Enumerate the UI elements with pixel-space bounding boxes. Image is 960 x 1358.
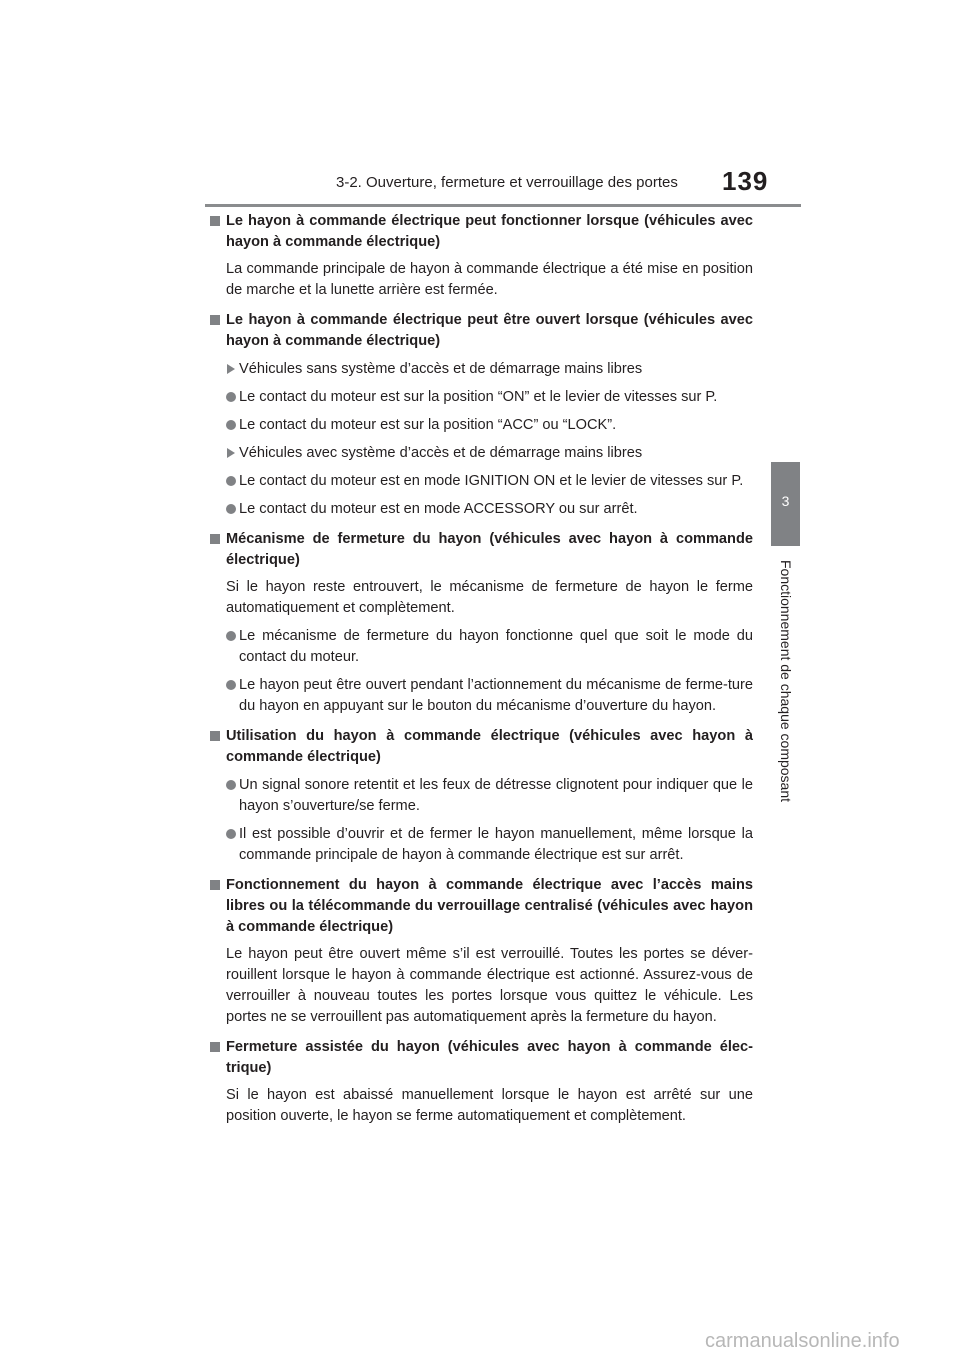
round-bullet-icon [226,392,236,402]
round-bullet-icon [226,504,236,514]
round-bullet-icon [226,680,236,690]
square-bullet-icon [210,880,220,890]
bullet-item: Le contact du moteur est en mode ACCESSORY ou sur arrêt. [226,499,753,520]
section-paragraph: Si le hayon est abaissé manuellement lorsque le hayon est arrêté sur une position ouverte, le hayon se ferme automatiquement et complètement. [226,1087,753,1124]
bullet-item: Le contact du moteur est en mode IGNITION ON et le levier de vitesses sur P. [226,471,753,492]
page-number: 139 [722,166,769,196]
section-heading: Mécanisme de fermeture du hayon (véhicules avec hayon à commande électrique) [226,531,753,568]
square-bullet-icon [210,1042,220,1052]
condition-heading: Véhicules avec système d’accès et de démarrage mains libres [226,443,753,464]
bullet-item: Le hayon peut être ouvert pendant l’actionnement du mécanisme de ferme-ture du hayon en appuyant sur le bouton du mécanisme d’ouverture du hayon. [226,675,753,717]
chapter-title: Fonctionnement de chaque composant [778,559,795,803]
square-bullet-icon [210,315,220,325]
square-bullet-icon [210,731,220,741]
section-usage [210,726,753,866]
condition-heading: Véhicules sans système d’accès et de démarrage mains libres [226,359,753,380]
square-bullet-icon [210,534,220,544]
round-bullet-icon [226,631,236,641]
section-assisted-closing [210,1037,753,1127]
section-power-tailgate-opens [210,310,753,520]
section-hands-free-remote [210,875,753,1028]
chapter-tab: 3 [771,462,800,546]
section-heading: Utilisation du hayon à commande électrique (véhicules avec hayon à commande électrique) [226,728,753,765]
bullet-item: Un signal sonore retentit et les feux de détresse clignotent pour indiquer que le hayon s’ouverture/se ferme. [226,775,753,817]
page-content [210,211,753,1127]
bullet-item: Le contact du moteur est sur la position “ON” et le levier de vitesses sur P. [226,387,753,408]
section-paragraph: Le hayon peut être ouvert même s’il est verrouillé. Toutes les portes se déver-rouillent lorsque le hayon à commande électrique est actionné. Assurez-vous de verrouiller à nouveau toutes les portes lorsque vous quittez le véhicule. Les portes ne se verrouillent pas automatiquement après la fermeture du hayon. [226,946,753,1025]
triangle-arrow-icon [227,448,235,458]
section-closing-mechanism [210,529,753,717]
watermark: carmanualsonline.info [705,1330,900,1352]
header-divider [205,204,801,207]
section-heading: Fonctionnement du hayon à commande électrique avec l’accès mains libres ou la télécommande du verrouillage centralisé (véhicules avec hayon à commande électrique) [226,877,753,935]
round-bullet-icon [226,476,236,486]
round-bullet-icon [226,420,236,430]
section-paragraph: Si le hayon reste entrouvert, le mécanisme de fermeture de hayon le ferme automatiquement et complètement. [226,579,753,616]
section-power-tailgate-operates [210,211,753,301]
section-paragraph: La commande principale de hayon à commande électrique a été mise en position de marche et la lunette arrière est fermée. [226,261,753,298]
section-heading: Le hayon à commande électrique peut fonctionner lorsque (véhicules avec hayon à commande électrique) [226,213,753,250]
triangle-arrow-icon [227,364,235,374]
section-heading: Le hayon à commande électrique peut être ouvert lorsque (véhicules avec hayon à commande électrique) [226,312,753,349]
round-bullet-icon [226,829,236,839]
bullet-item: Le contact du moteur est sur la position “ACC” ou “LOCK”. [226,415,753,436]
square-bullet-icon [210,216,220,226]
bullet-item: Il est possible d’ouvrir et de fermer le hayon manuellement, même lorsque la commande principale de hayon à commande électrique est sur arrêt. [226,824,753,866]
bullet-item: Le mécanisme de fermeture du hayon fonctionne quel que soit le mode du contact du moteur. [226,626,753,668]
round-bullet-icon [226,780,236,790]
section-title: 3-2. Ouverture, fermeture et verrouillage des portes [336,174,678,191]
chapter-side-label [770,553,802,809]
section-heading: Fermeture assistée du hayon (véhicules avec hayon à commande élec-trique) [226,1039,753,1076]
